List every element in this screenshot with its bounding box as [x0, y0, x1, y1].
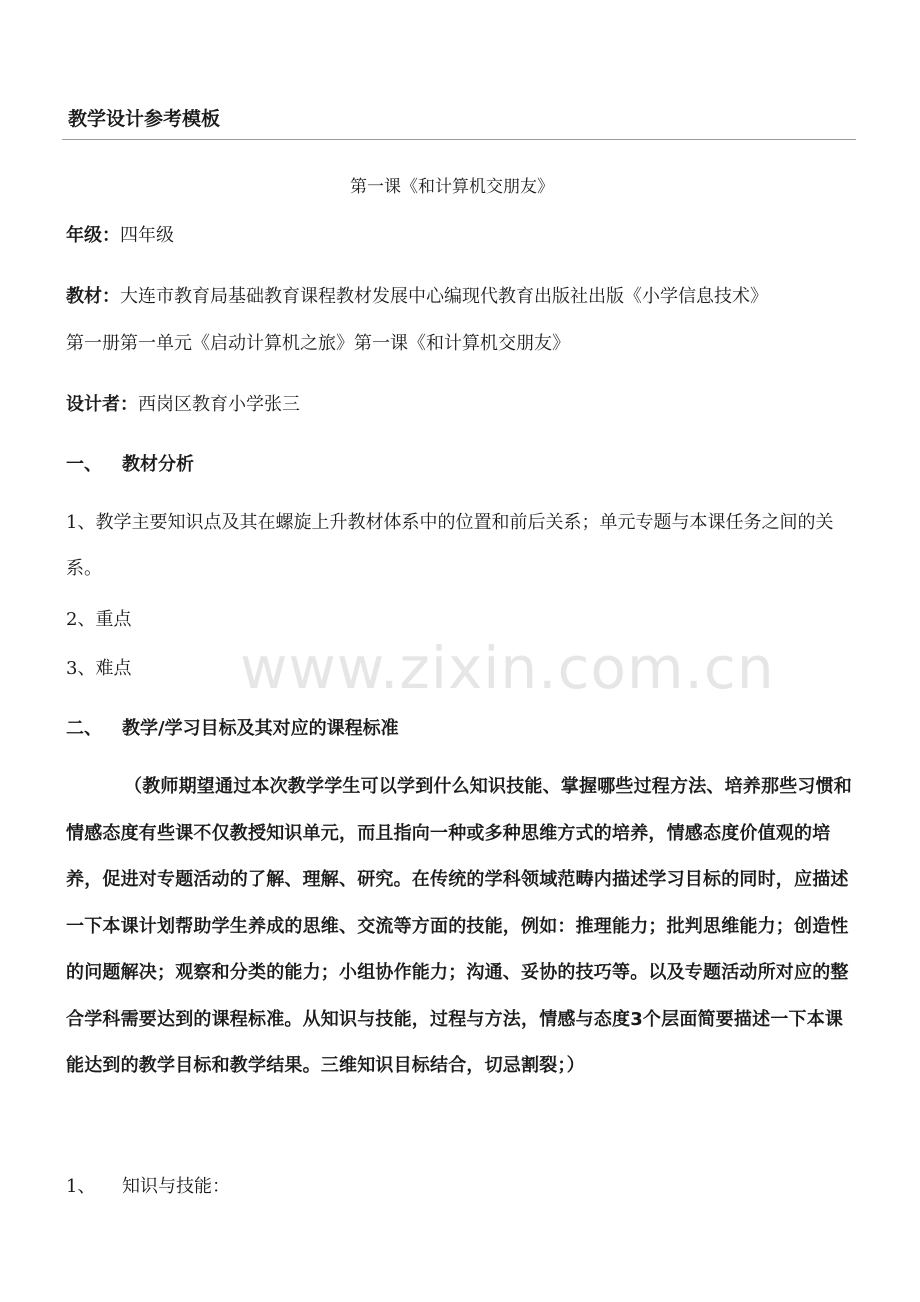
section-2-number: 二、 — [66, 718, 102, 739]
header-title: 教学设计参考模板 — [68, 108, 221, 130]
textbook-line-1 — [66, 282, 768, 308]
textbook-label: 教材： — [66, 286, 120, 307]
section-1-heading — [66, 450, 194, 476]
textbook-value-1: 大连市教育局基础教育课程教材发展中心编现代教育出版社出版《小学信息技术》 — [120, 286, 768, 307]
watermark: www.zixin.com.cn — [240, 634, 775, 702]
grade-label: 年级： — [66, 225, 120, 246]
textbook-line-2 — [66, 329, 570, 355]
sub-item-text: 知识与技能： — [122, 1176, 230, 1197]
section-2-sub-item-1 — [66, 1172, 230, 1198]
section-1-item-1: 1、教学主要知识点及其在螺旋上升教材体系中的位置和前后关系；单元专题与本课任务之间的关系。 — [66, 512, 834, 579]
lesson-title: 第一课《和计算机交朋友》 — [350, 177, 554, 197]
sub-item-number: 1、 — [66, 1176, 96, 1197]
section-2-note: （教师期望通过本次教学学生可以学到什么知识技能、掌握哪些过程方法、培养那些习惯和情感态度有些课不仅教授知识单元，而且指向一种或多种思维方式的培养，情感态度价值观的培养，促进对专题活动的了解、理解、研究。在传统的学科领域范畴内描述学习目标的同时，应描述一下本课计划帮助学生养成的思维、交流等方面的技能，例如：推理能力；批判思维能力；创造性的问题解决；观察和分类的能力；小组协作能力；沟通、妥协的技巧等。以及专题活动所对应的整合学科需要达到的课程标准。从知识与技能，过程与方法，情感与态度3个层面简要描述一下本课能达到的教学目标和教学结果。三维知识目标结合，切忌割裂；） — [66, 776, 852, 1076]
grade-value: 四年级 — [120, 225, 174, 246]
designer-label: 设计者： — [66, 394, 138, 415]
section-1-number: 一、 — [66, 454, 102, 475]
section-1-item-2: 2、重点 — [66, 609, 132, 630]
textbook-value-2: 第一册第一单元《启动计算机之旅》第一课《和计算机交朋友》 — [66, 333, 570, 354]
section-2-heading — [66, 714, 399, 740]
section-1-title: 教材分析 — [122, 454, 194, 475]
section-1-item-3: 3、难点 — [66, 658, 132, 679]
designer-value: 西岗区教育小学张三 — [138, 394, 300, 415]
grade-line — [66, 221, 174, 247]
header-divider — [62, 139, 856, 140]
designer-line — [66, 390, 300, 416]
section-2-title: 教学/学习目标及其对应的课程标准 — [122, 718, 399, 739]
